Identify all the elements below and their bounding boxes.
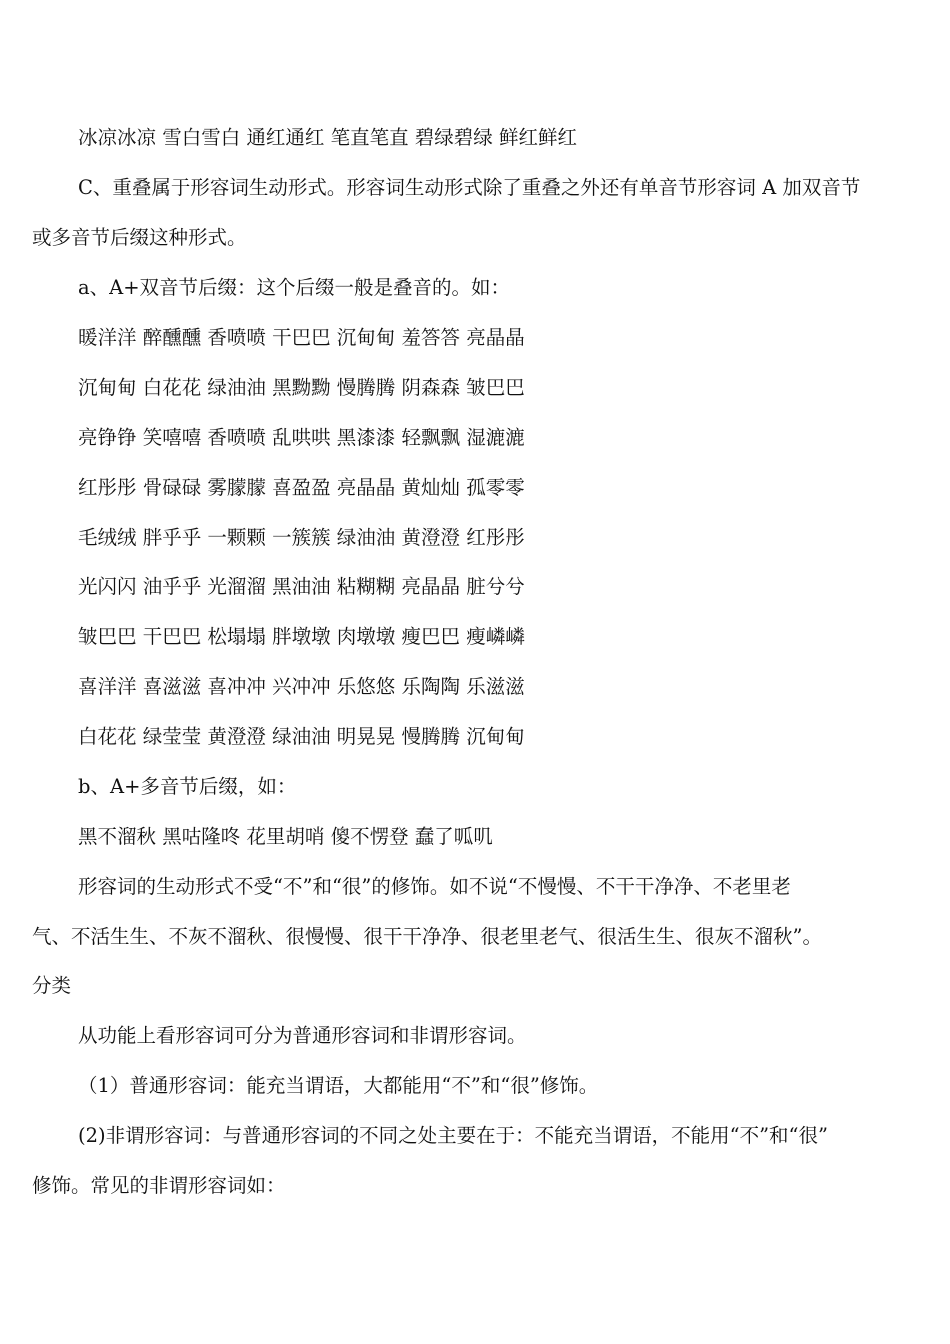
text-line: 从功能上看形容词可分为普通形容词和非谓形容词。 [78, 1024, 527, 1047]
text-line: 暖洋洋 醉醺醺 香喷喷 干巴巴 沉甸甸 羞答答 亮晶晶 [78, 326, 525, 349]
text-line: 白花花 绿莹莹 黄澄澄 绿油油 明晃晃 慢腾腾 沉甸甸 [78, 725, 525, 748]
text-line: 亮铮铮 笑嘻嘻 香喷喷 乱哄哄 黑漆漆 轻飘飘 湿漉漉 [78, 426, 525, 449]
text-line: 或多音节后缀这种形式。 [32, 226, 247, 249]
text-line: 皱巴巴 干巴巴 松塌塌 胖墩墩 肉墩墩 瘦巴巴 瘦嶙嶙 [78, 625, 525, 648]
text-line: 黑不溜秋 黑咕隆咚 花里胡哨 傻不愣登 蠢了呱叽 [78, 825, 493, 848]
text-line: 毛绒绒 胖乎乎 一颗颗 一簇簇 绿油油 黄澄澄 红彤彤 [78, 526, 525, 549]
text-line: 沉甸甸 白花花 绿油油 黑黝黝 慢腾腾 阴森森 皱巴巴 [78, 376, 525, 399]
text-line: （1）普通形容词：能充当谓语，大都能用“不”和“很”修饰。 [78, 1074, 599, 1097]
text-line: 冰凉冰凉 雪白雪白 通红通红 笔直笔直 碧绿碧绿 鲜红鲜红 [78, 126, 577, 149]
text-line: 喜洋洋 喜滋滋 喜冲冲 兴冲冲 乐悠悠 乐陶陶 乐滋滋 [78, 675, 525, 698]
text-line: a、A+双音节后缀：这个后缀一般是叠音的。如： [78, 276, 511, 299]
text-line: 光闪闪 油乎乎 光溜溜 黑油油 粘糊糊 亮晶晶 脏兮兮 [78, 575, 525, 598]
text-line: 修饰。常见的非谓形容词如： [32, 1174, 286, 1197]
text-line: C、重叠属于形容词生动形式。形容词生动形式除了重叠之外还有单音节形容词 A 加双音节 [78, 176, 861, 199]
text-line: b、A+多音节后缀，如： [78, 775, 297, 798]
text-line: 气、不活生生、不灰不溜秋、很慢慢、很干干净净、很老里老气、很活生生、很灰不溜秋”。 [32, 925, 822, 948]
section-heading: 分类 [32, 974, 72, 997]
text-line: 红彤彤 骨碌碌 雾朦朦 喜盈盈 亮晶晶 黄灿灿 孤零零 [78, 476, 525, 499]
text-line: (2)非谓形容词：与普通形容词的不同之处主要在于：不能充当谓语，不能用“不”和“很” [78, 1124, 828, 1147]
text-line: 形容词的生动形式不受“不”和“很”的修饰。如不说“不慢慢、不干干净净、不老里老 [78, 875, 791, 898]
